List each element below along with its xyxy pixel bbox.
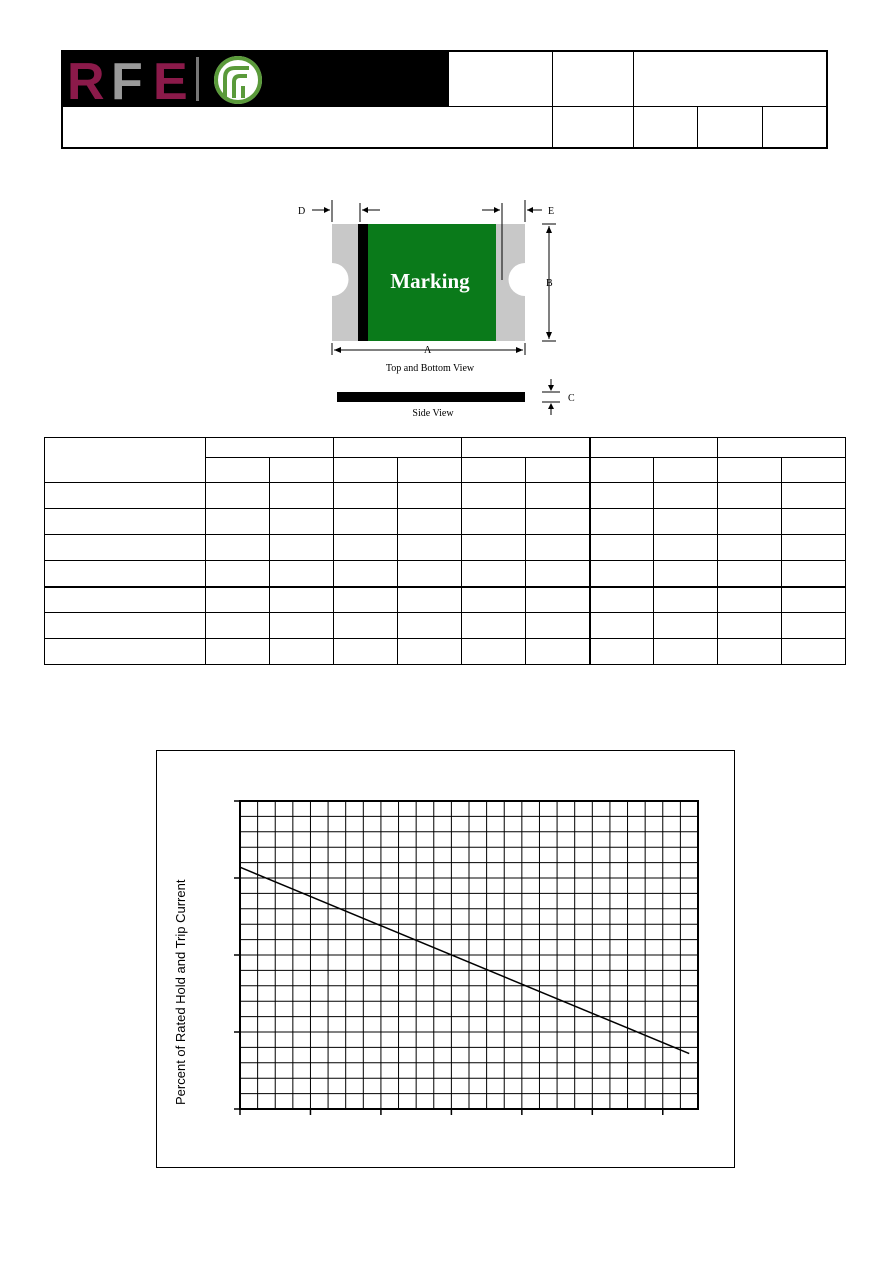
table-cell: [334, 438, 462, 458]
polarity-band: [358, 224, 368, 341]
dim-b-label: B: [546, 278, 553, 289]
rfe-logo-icon: [63, 52, 448, 106]
table-cell: [462, 458, 526, 483]
marking-label: Marking: [390, 269, 470, 293]
table-row: [45, 613, 846, 639]
table-cell: [718, 438, 846, 458]
table-cell: [718, 458, 782, 483]
table-row: [45, 639, 846, 665]
table-cell: [462, 438, 590, 458]
dim-e-label: E: [548, 206, 555, 217]
table-cell: [526, 458, 590, 483]
table-row: [45, 535, 846, 561]
dim-d-label: D: [298, 206, 306, 217]
chart-y-axis-label: Percent of Rated Hold and Trip Current: [173, 879, 188, 1105]
dim-c-label: C: [568, 393, 575, 404]
dimension-drawing: [280, 195, 600, 425]
side-view-bar: [337, 392, 525, 402]
table-row: [45, 587, 846, 613]
logo: [63, 52, 448, 106]
table-cell: [270, 458, 334, 483]
table-header-row: [45, 438, 846, 458]
side-view-caption: Side View: [412, 408, 454, 419]
table-cell: [590, 458, 654, 483]
chart-frame: [156, 750, 735, 1168]
spec-table: [44, 437, 846, 665]
table-cell: [45, 438, 206, 483]
table-cell: [654, 458, 718, 483]
header-divider: [762, 106, 763, 149]
table-cell: [206, 458, 270, 483]
logo-letter: R: [67, 53, 105, 106]
top-view-caption: Top and Bottom View: [385, 363, 475, 374]
header-divider: [552, 52, 553, 149]
header-divider: [633, 52, 634, 149]
table-cell: [782, 458, 846, 483]
logo-letter: E: [153, 53, 188, 106]
table-row: [45, 509, 846, 535]
table-cell: [590, 438, 718, 458]
table-row: [45, 483, 846, 509]
table-row: [45, 561, 846, 587]
logo-letter: F: [111, 53, 143, 106]
table-cell: [206, 438, 334, 458]
header-divider: [697, 106, 698, 149]
dim-a-label: A: [424, 345, 432, 356]
header-divider: [448, 52, 449, 106]
table-cell: [398, 458, 462, 483]
header-block: [61, 50, 828, 149]
table-cell: [334, 458, 398, 483]
header-divider: [63, 106, 828, 107]
